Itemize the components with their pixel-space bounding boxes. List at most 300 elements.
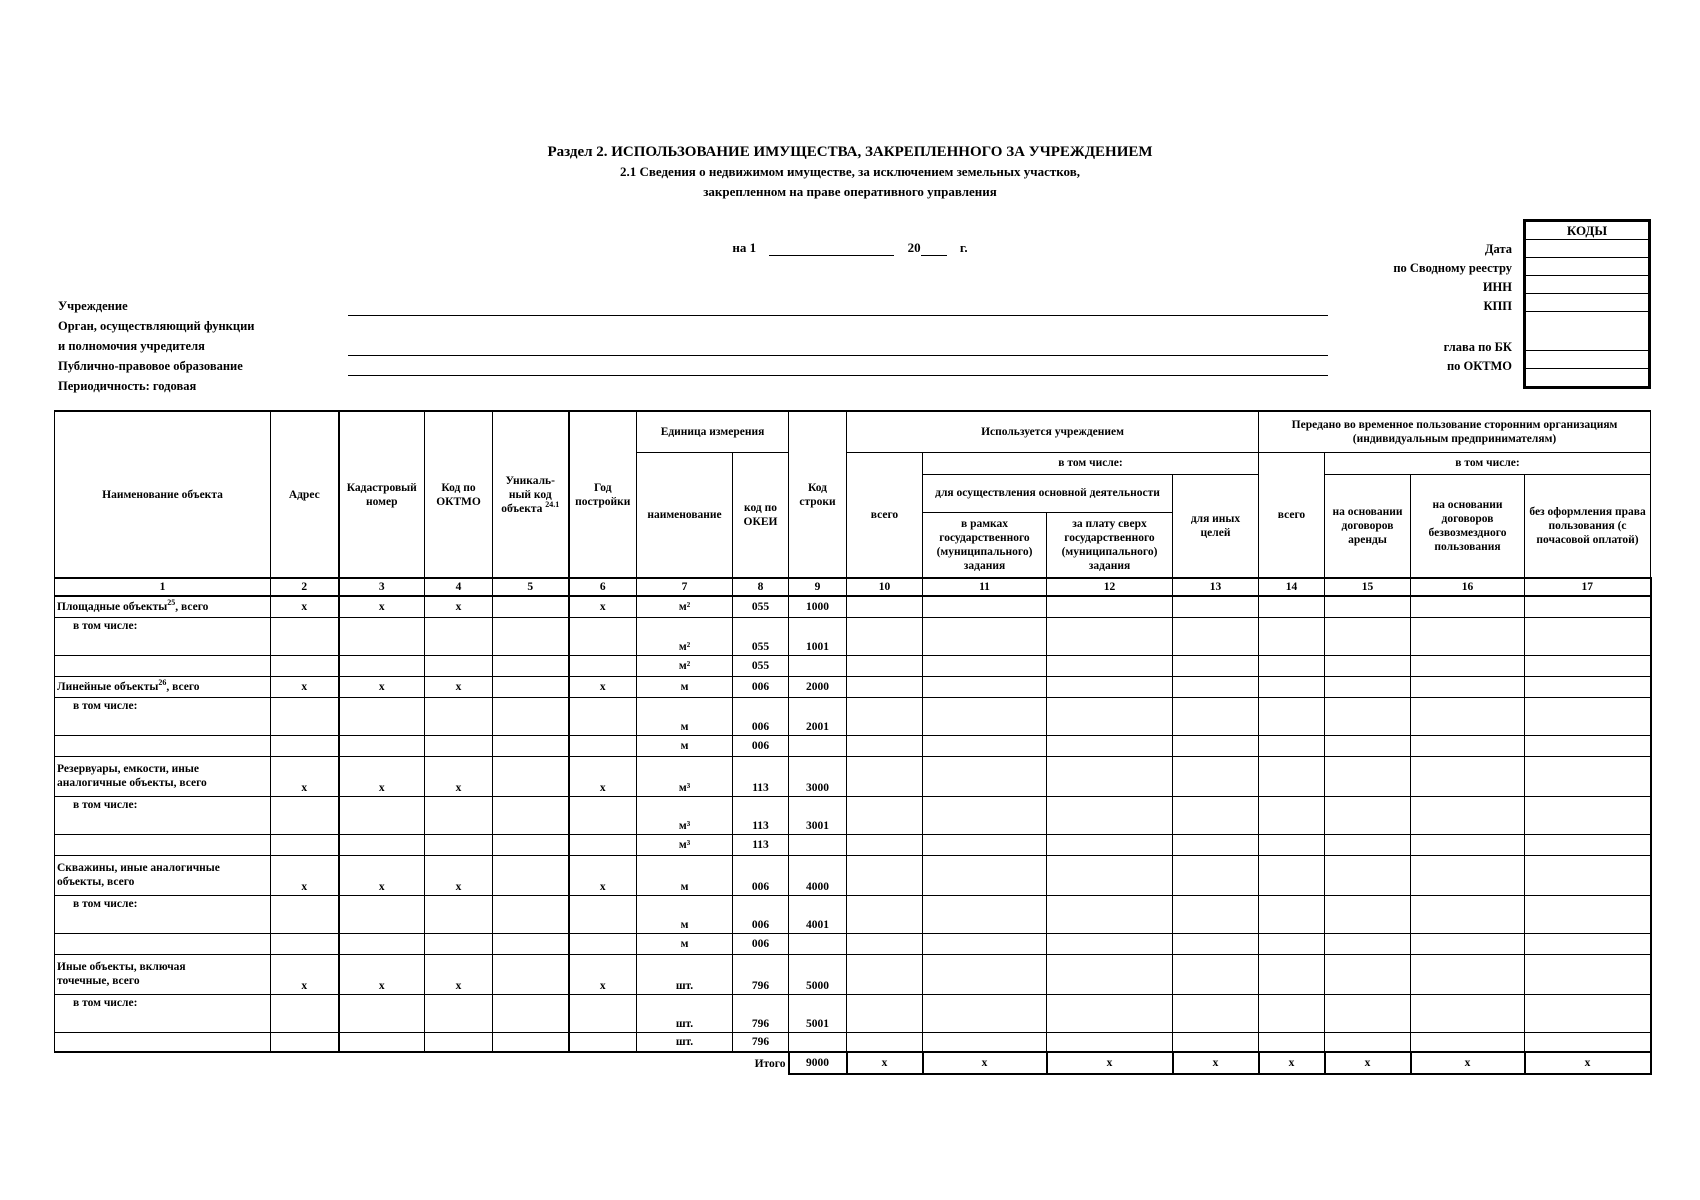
cell-input[interactable] bbox=[569, 895, 637, 933]
cell-unit: м bbox=[637, 895, 733, 933]
cell-input[interactable] bbox=[1525, 855, 1651, 895]
cell-input[interactable] bbox=[1525, 697, 1651, 735]
row-incl-label: в том числе: bbox=[55, 994, 271, 1032]
table-row bbox=[55, 933, 1651, 954]
cell-input[interactable] bbox=[1411, 855, 1525, 895]
cell-input[interactable] bbox=[271, 655, 339, 676]
cell-input[interactable] bbox=[1047, 994, 1173, 1032]
cell-input[interactable] bbox=[847, 994, 923, 1032]
cell-x: x bbox=[339, 756, 425, 796]
cell-input[interactable] bbox=[493, 676, 569, 697]
cell-input[interactable] bbox=[425, 933, 493, 954]
cell-input[interactable] bbox=[339, 655, 425, 676]
row-name-linear bbox=[55, 676, 271, 697]
cell-input[interactable] bbox=[847, 735, 923, 756]
cell-input[interactable] bbox=[1259, 596, 1325, 617]
cell-unit: м bbox=[637, 697, 733, 735]
cell-input[interactable] bbox=[1173, 796, 1259, 834]
cell-input[interactable] bbox=[271, 617, 339, 655]
cell-x: x bbox=[569, 596, 637, 617]
cell-input[interactable] bbox=[569, 697, 637, 735]
cell-input[interactable] bbox=[847, 895, 923, 933]
cell-input[interactable] bbox=[425, 834, 493, 855]
cell-input[interactable] bbox=[271, 834, 339, 855]
cell-input[interactable] bbox=[923, 796, 1047, 834]
cell-input[interactable] bbox=[1525, 834, 1651, 855]
date-suffix: г. bbox=[959, 240, 968, 255]
col-number: 16 bbox=[1411, 578, 1525, 596]
cell-okei: 055 bbox=[733, 655, 789, 676]
linear-footnote: 26 bbox=[158, 677, 167, 687]
cell-input[interactable] bbox=[425, 655, 493, 676]
code-label-inn: ИНН bbox=[1482, 280, 1512, 294]
col-header-used-total: всего bbox=[847, 452, 923, 578]
cell-input[interactable] bbox=[271, 994, 339, 1032]
cell-okei: 796 bbox=[733, 954, 789, 994]
cell-input[interactable] bbox=[1259, 855, 1325, 895]
code-cell-oktmo[interactable] bbox=[1525, 351, 1650, 369]
cell-input[interactable] bbox=[339, 994, 425, 1032]
cell-input[interactable] bbox=[923, 655, 1047, 676]
cell-row-code[interactable] bbox=[789, 735, 847, 756]
cell-input[interactable] bbox=[1525, 994, 1651, 1032]
table-row bbox=[55, 596, 1651, 617]
cell-input[interactable] bbox=[1325, 697, 1411, 735]
cell-input[interactable] bbox=[1173, 954, 1259, 994]
cell-input[interactable] bbox=[923, 933, 1047, 954]
cell-input[interactable] bbox=[271, 796, 339, 834]
cell-input[interactable] bbox=[1259, 756, 1325, 796]
cell-input[interactable] bbox=[923, 676, 1047, 697]
cell-x: x bbox=[847, 1052, 923, 1074]
table-row bbox=[55, 954, 1651, 994]
cell-input[interactable] bbox=[1411, 796, 1525, 834]
cell-input[interactable] bbox=[1259, 895, 1325, 933]
code-cell-date[interactable] bbox=[1525, 240, 1650, 258]
cell-input[interactable] bbox=[1047, 933, 1173, 954]
col-header-row-code: Код строки bbox=[789, 411, 847, 578]
cell-input[interactable] bbox=[1173, 697, 1259, 735]
property-table bbox=[54, 410, 1652, 1075]
col-header-cadastral: Кадастровый номер bbox=[339, 411, 425, 578]
cell-unit: м³ bbox=[637, 796, 733, 834]
area-name-text: Площадные объекты bbox=[57, 600, 168, 613]
cell-input[interactable] bbox=[425, 697, 493, 735]
cell-input[interactable] bbox=[1173, 617, 1259, 655]
cell-input[interactable] bbox=[1047, 756, 1173, 796]
cell-input[interactable] bbox=[847, 954, 923, 994]
cell-input[interactable] bbox=[55, 834, 271, 855]
col-number: 13 bbox=[1173, 578, 1259, 596]
cell-input[interactable] bbox=[1047, 735, 1173, 756]
cell-input[interactable] bbox=[425, 796, 493, 834]
cell-x: x bbox=[425, 756, 493, 796]
col-number: 15 bbox=[1325, 578, 1411, 596]
cell-input[interactable] bbox=[1411, 596, 1525, 617]
cell-input[interactable] bbox=[1173, 834, 1259, 855]
cell-input[interactable] bbox=[1325, 855, 1411, 895]
cell-input[interactable] bbox=[1325, 756, 1411, 796]
col-number: 3 bbox=[339, 578, 425, 596]
cell-input[interactable] bbox=[1047, 895, 1173, 933]
date-day-month-field[interactable] bbox=[769, 241, 894, 256]
table-row bbox=[55, 994, 1651, 1032]
cell-unit: шт. bbox=[637, 954, 733, 994]
cell-unit: м bbox=[637, 676, 733, 697]
cell-input[interactable] bbox=[569, 617, 637, 655]
cell-input[interactable] bbox=[1173, 655, 1259, 676]
cell-input[interactable] bbox=[923, 994, 1047, 1032]
cell-input[interactable] bbox=[569, 933, 637, 954]
cell-input[interactable] bbox=[425, 1032, 493, 1052]
cell-input[interactable] bbox=[339, 796, 425, 834]
row-incl-label: в том числе: bbox=[55, 796, 271, 834]
cell-x: x bbox=[271, 756, 339, 796]
cell-input[interactable] bbox=[1047, 596, 1173, 617]
cell-row-code[interactable] bbox=[789, 933, 847, 954]
cell-input[interactable] bbox=[1525, 933, 1651, 954]
cell-input[interactable] bbox=[1325, 1032, 1411, 1052]
cell-input[interactable] bbox=[339, 617, 425, 655]
cell-input[interactable] bbox=[847, 676, 923, 697]
cell-input[interactable] bbox=[923, 834, 1047, 855]
wells-name-line2: объекты, всего bbox=[57, 876, 135, 888]
cell-input[interactable] bbox=[1525, 596, 1651, 617]
table-row bbox=[55, 697, 1651, 735]
form-title-block bbox=[0, 142, 1700, 202]
cell-input[interactable] bbox=[1047, 655, 1173, 676]
cell-input[interactable] bbox=[425, 735, 493, 756]
cell-okei: 055 bbox=[733, 596, 789, 617]
cell-input[interactable] bbox=[1525, 1032, 1651, 1052]
unique-code-footnote: 24.1 bbox=[545, 499, 560, 509]
founder-organ-label-line2: и полномочия учредителя bbox=[58, 339, 205, 353]
cell-input[interactable] bbox=[1259, 796, 1325, 834]
cell-row-code: 2001 bbox=[789, 697, 847, 735]
cell-input[interactable] bbox=[1411, 895, 1525, 933]
cell-input[interactable] bbox=[493, 796, 569, 834]
col-number: 11 bbox=[923, 578, 1047, 596]
col-header-oktmo: Код по ОКТМО bbox=[425, 411, 493, 578]
cell-input[interactable] bbox=[55, 1032, 271, 1052]
cell-input[interactable] bbox=[493, 834, 569, 855]
cell-row-code: 1001 bbox=[789, 617, 847, 655]
col-header-year: Год постройки bbox=[569, 411, 637, 578]
cell-input[interactable] bbox=[1173, 676, 1259, 697]
cell-input[interactable] bbox=[1525, 954, 1651, 994]
date-year-field[interactable] bbox=[921, 241, 947, 256]
cell-input[interactable] bbox=[1525, 756, 1651, 796]
cell-input[interactable] bbox=[271, 895, 339, 933]
code-label-date: Дата bbox=[1484, 242, 1512, 256]
cell-input[interactable] bbox=[847, 697, 923, 735]
col-header-used-state: в рамках государственного (муниципального) задания bbox=[923, 512, 1047, 578]
cell-input[interactable] bbox=[847, 1032, 923, 1052]
public-entity-label: Публично-правовое образование bbox=[58, 359, 243, 373]
cell-unit: м³ bbox=[637, 756, 733, 796]
code-cell-kpp[interactable] bbox=[1525, 294, 1650, 312]
cell-input[interactable] bbox=[271, 933, 339, 954]
cell-input[interactable] bbox=[1325, 895, 1411, 933]
col-number: 9 bbox=[789, 578, 847, 596]
cell-input[interactable] bbox=[1525, 676, 1651, 697]
cell-input[interactable] bbox=[923, 895, 1047, 933]
cell-input[interactable] bbox=[425, 617, 493, 655]
cell-row-code[interactable] bbox=[789, 834, 847, 855]
cell-input[interactable] bbox=[1047, 676, 1173, 697]
cell-input[interactable] bbox=[1325, 994, 1411, 1032]
cell-input[interactable] bbox=[55, 655, 271, 676]
col-header-transfer-total: всего bbox=[1259, 452, 1325, 578]
cell-x: x bbox=[425, 954, 493, 994]
cell-unit: м bbox=[637, 855, 733, 895]
cell-x: x bbox=[425, 855, 493, 895]
cell-x: x bbox=[569, 676, 637, 697]
col-number: 14 bbox=[1259, 578, 1325, 596]
cell-unit: м² bbox=[637, 655, 733, 676]
cell-input[interactable] bbox=[425, 895, 493, 933]
cell-unit: шт. bbox=[637, 1032, 733, 1052]
cell-input[interactable] bbox=[1047, 617, 1173, 655]
cell-input[interactable] bbox=[923, 756, 1047, 796]
cell-input[interactable] bbox=[1259, 697, 1325, 735]
cell-input[interactable] bbox=[1259, 1032, 1325, 1052]
cell-input[interactable] bbox=[493, 655, 569, 676]
cell-input[interactable] bbox=[1259, 676, 1325, 697]
cell-input[interactable] bbox=[847, 756, 923, 796]
tanks-name-line1: Резервуары, емкости, иные bbox=[57, 763, 200, 775]
institution-field[interactable] bbox=[348, 315, 1328, 316]
cell-input[interactable] bbox=[1411, 617, 1525, 655]
cell-unit: м² bbox=[637, 617, 733, 655]
cell-input[interactable] bbox=[493, 756, 569, 796]
cell-input[interactable] bbox=[1047, 855, 1173, 895]
cell-input[interactable] bbox=[55, 933, 271, 954]
other-name-line2: точечные, всего bbox=[57, 975, 140, 987]
cell-input[interactable] bbox=[493, 994, 569, 1032]
code-label-registry: по Сводному реестру bbox=[1393, 261, 1512, 275]
cell-input[interactable] bbox=[847, 596, 923, 617]
cell-input[interactable] bbox=[339, 735, 425, 756]
cell-input[interactable] bbox=[1259, 735, 1325, 756]
cell-input[interactable] bbox=[271, 697, 339, 735]
cell-input[interactable] bbox=[493, 735, 569, 756]
date-prefix: на 1 bbox=[732, 240, 757, 255]
cell-input[interactable] bbox=[1173, 735, 1259, 756]
cell-input[interactable] bbox=[1325, 796, 1411, 834]
col-header-transfer-incl: в том числе: bbox=[1325, 452, 1651, 474]
cell-input[interactable] bbox=[847, 655, 923, 676]
cell-input[interactable] bbox=[1259, 933, 1325, 954]
cell-input[interactable] bbox=[339, 933, 425, 954]
cell-input[interactable] bbox=[1173, 756, 1259, 796]
cell-x: x bbox=[271, 596, 339, 617]
cell-input[interactable] bbox=[569, 796, 637, 834]
cell-input[interactable] bbox=[1411, 735, 1525, 756]
cell-input[interactable] bbox=[1411, 756, 1525, 796]
cell-input[interactable] bbox=[569, 994, 637, 1032]
cell-input[interactable] bbox=[923, 617, 1047, 655]
cell-input[interactable] bbox=[55, 735, 271, 756]
cell-input[interactable] bbox=[1173, 933, 1259, 954]
col-header-unique-code bbox=[493, 411, 569, 578]
cell-input[interactable] bbox=[1259, 954, 1325, 994]
cell-input[interactable] bbox=[923, 855, 1047, 895]
area-total-text: , всего bbox=[175, 600, 209, 613]
cell-okei: 006 bbox=[733, 735, 789, 756]
cell-input[interactable] bbox=[493, 617, 569, 655]
periodicity-label: Периодичность: годовая bbox=[58, 379, 197, 393]
cell-input[interactable] bbox=[1411, 994, 1525, 1032]
code-label-oktmo: по ОКТМО bbox=[1446, 359, 1512, 373]
table-row bbox=[55, 796, 1651, 834]
cell-x: x bbox=[923, 1052, 1047, 1074]
cell-input[interactable] bbox=[1525, 655, 1651, 676]
cell-input[interactable] bbox=[1173, 895, 1259, 933]
table-row bbox=[55, 756, 1651, 796]
cell-input[interactable] bbox=[847, 796, 923, 834]
cell-input[interactable] bbox=[1325, 735, 1411, 756]
founder-organ-label-line1: Орган, осуществляющий функции bbox=[58, 319, 255, 333]
col-header-used-incl: в том числе: bbox=[923, 452, 1259, 474]
cell-input[interactable] bbox=[1325, 676, 1411, 697]
row-name-tanks bbox=[55, 756, 271, 796]
cell-input[interactable] bbox=[1411, 954, 1525, 994]
cell-input[interactable] bbox=[1525, 735, 1651, 756]
cell-input[interactable] bbox=[923, 596, 1047, 617]
cell-input[interactable] bbox=[1047, 1032, 1173, 1052]
cell-input[interactable] bbox=[847, 933, 923, 954]
cell-x: x bbox=[271, 676, 339, 697]
col-number: 8 bbox=[733, 578, 789, 596]
cell-input[interactable] bbox=[923, 954, 1047, 994]
cell-input[interactable] bbox=[1047, 954, 1173, 994]
cell-x: x bbox=[569, 954, 637, 994]
cell-input[interactable] bbox=[1259, 994, 1325, 1032]
cell-input[interactable] bbox=[1325, 596, 1411, 617]
cell-input[interactable] bbox=[271, 1032, 339, 1052]
cell-input[interactable] bbox=[1411, 834, 1525, 855]
cell-unit: м² bbox=[637, 596, 733, 617]
cell-input[interactable] bbox=[493, 596, 569, 617]
cell-x: x bbox=[1047, 1052, 1173, 1074]
cell-input[interactable] bbox=[1411, 1032, 1525, 1052]
cell-input[interactable] bbox=[339, 834, 425, 855]
cell-input[interactable] bbox=[569, 834, 637, 855]
cell-input[interactable] bbox=[1525, 796, 1651, 834]
col-number: 17 bbox=[1525, 578, 1651, 596]
cell-x: x bbox=[339, 596, 425, 617]
cell-input[interactable] bbox=[493, 1032, 569, 1052]
cell-row-code: 2000 bbox=[789, 676, 847, 697]
cell-input[interactable] bbox=[847, 834, 923, 855]
cell-row-code[interactable] bbox=[789, 1032, 847, 1052]
cell-okei: 113 bbox=[733, 834, 789, 855]
cell-input[interactable] bbox=[569, 735, 637, 756]
cell-input[interactable] bbox=[493, 895, 569, 933]
cell-input[interactable] bbox=[847, 855, 923, 895]
cell-input[interactable] bbox=[493, 954, 569, 994]
cell-input[interactable] bbox=[1047, 697, 1173, 735]
code-cell-extra[interactable] bbox=[1525, 369, 1650, 388]
col-number: 6 bbox=[569, 578, 637, 596]
cell-input[interactable] bbox=[1173, 596, 1259, 617]
code-cell-inn[interactable] bbox=[1525, 276, 1650, 294]
cell-input[interactable] bbox=[493, 933, 569, 954]
col-header-name: Наименование объекта bbox=[55, 411, 271, 578]
cell-input[interactable] bbox=[1047, 796, 1173, 834]
col-header-unit-name: наименование bbox=[637, 452, 733, 578]
cell-row-code[interactable] bbox=[789, 655, 847, 676]
cell-input[interactable] bbox=[1325, 655, 1411, 676]
cell-input[interactable] bbox=[1525, 617, 1651, 655]
cell-input[interactable] bbox=[847, 617, 923, 655]
cell-input[interactable] bbox=[1411, 676, 1525, 697]
cell-input[interactable] bbox=[923, 697, 1047, 735]
cell-input[interactable] bbox=[1325, 954, 1411, 994]
codes-header: КОДЫ bbox=[1525, 221, 1650, 240]
cell-okei: 113 bbox=[733, 796, 789, 834]
cell-row-code: 4001 bbox=[789, 895, 847, 933]
other-name-line1: Иные объекты, включая bbox=[57, 961, 186, 973]
cell-input[interactable] bbox=[339, 1032, 425, 1052]
tanks-name-line2: аналогичные объекты, всего bbox=[57, 777, 207, 789]
cell-input[interactable] bbox=[1411, 933, 1525, 954]
cell-unit: м³ bbox=[637, 834, 733, 855]
cell-input[interactable] bbox=[1047, 834, 1173, 855]
col-header-transfer-free: на основании договоров безвозмездного пользования bbox=[1411, 474, 1525, 578]
code-label-glava: глава по БК bbox=[1443, 340, 1512, 354]
cell-input[interactable] bbox=[271, 735, 339, 756]
cell-input[interactable] bbox=[493, 855, 569, 895]
wells-name-line1: Скважины, иные аналогичные bbox=[57, 862, 220, 874]
cell-okei: 055 bbox=[733, 617, 789, 655]
cell-input[interactable] bbox=[339, 895, 425, 933]
public-entity-field[interactable] bbox=[348, 375, 1328, 376]
cell-input[interactable] bbox=[425, 994, 493, 1032]
cell-input[interactable] bbox=[923, 735, 1047, 756]
cell-input[interactable] bbox=[339, 697, 425, 735]
date-year-prefix: 20 bbox=[907, 240, 921, 255]
cell-input[interactable] bbox=[923, 1032, 1047, 1052]
col-header-used-paid: за плату сверх государственного (муниципального) задания bbox=[1047, 512, 1173, 578]
cell-okei: 006 bbox=[733, 895, 789, 933]
section-title: Раздел 2. ИСПОЛЬЗОВАНИЕ ИМУЩЕСТВА, ЗАКРЕПЛЕННОГО ЗА УЧРЕЖДЕНИЕМ bbox=[547, 144, 1153, 160]
cell-input[interactable] bbox=[493, 697, 569, 735]
cell-input[interactable] bbox=[1173, 994, 1259, 1032]
cell-input[interactable] bbox=[569, 1032, 637, 1052]
cell-okei: 006 bbox=[733, 697, 789, 735]
cell-input[interactable] bbox=[1325, 617, 1411, 655]
col-header-unit-group: Единица измерения bbox=[637, 411, 789, 452]
founder-organ-field[interactable] bbox=[348, 355, 1328, 356]
row-name-area bbox=[55, 596, 271, 617]
cell-x: x bbox=[1325, 1052, 1411, 1074]
cell-input[interactable] bbox=[1525, 895, 1651, 933]
cell-input[interactable] bbox=[1259, 617, 1325, 655]
code-cell-glava[interactable] bbox=[1525, 312, 1650, 351]
cell-input[interactable] bbox=[569, 655, 637, 676]
cell-input[interactable] bbox=[1325, 933, 1411, 954]
cell-input[interactable] bbox=[1173, 1032, 1259, 1052]
cell-input[interactable] bbox=[1173, 855, 1259, 895]
cell-input[interactable] bbox=[1325, 834, 1411, 855]
cell-input[interactable] bbox=[1259, 834, 1325, 855]
code-cell-registry[interactable] bbox=[1525, 258, 1650, 276]
cell-input[interactable] bbox=[1259, 655, 1325, 676]
cell-input[interactable] bbox=[1411, 655, 1525, 676]
cell-input[interactable] bbox=[1411, 697, 1525, 735]
